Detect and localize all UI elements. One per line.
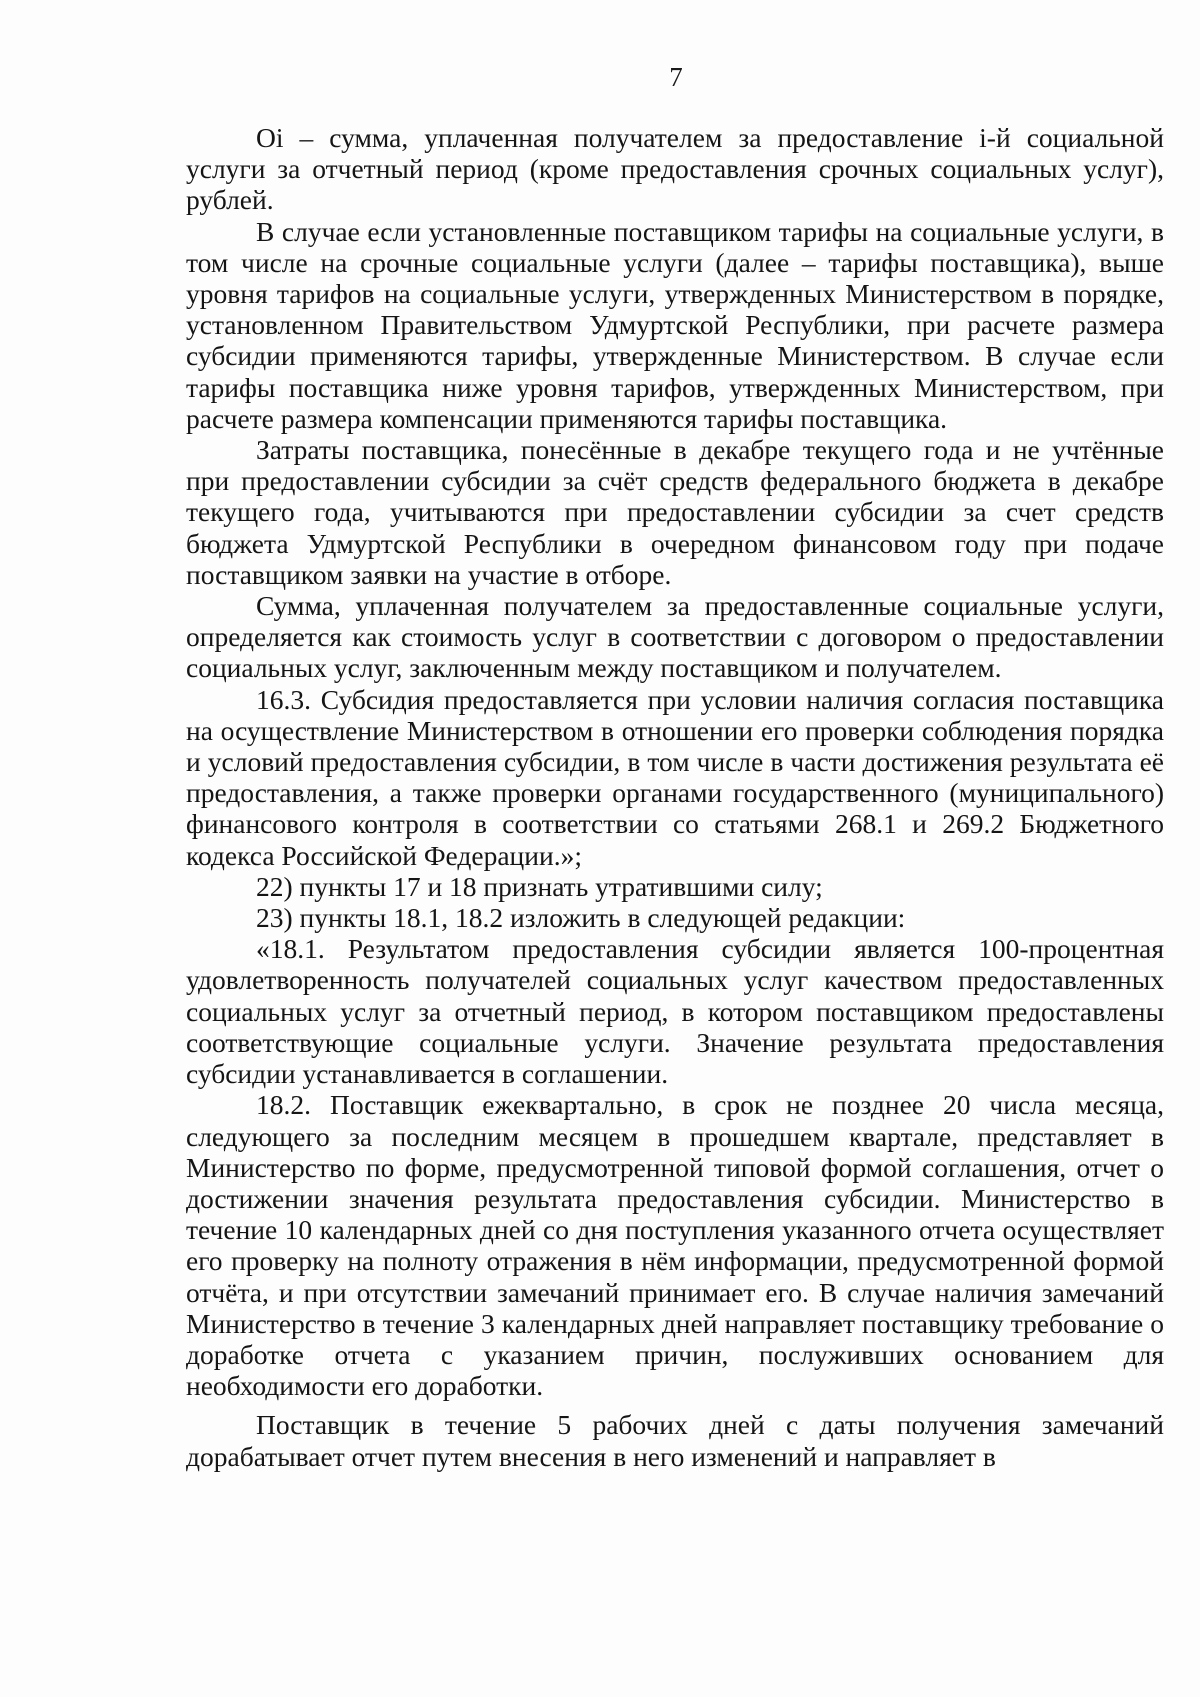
document-body [186,122,1164,1472]
paragraph-december-costs: Затраты поставщика, понесённые в декабре текущего года и не учтённые при предоставлении субсидии за счёт средств федерального бюджета в декабре текущего года, учитываются при предоставлении субсидии за счет средств бюджета Удмуртской Республики в очередном финансовом году при подаче поставщиком заявки на участие в отборе. [186,434,1164,590]
paragraph-item-22: 22) пункты 17 и 18 признать утратившими силу; [256,870,823,902]
paragraph-tariffs: В случае если установленные поставщиком тарифы на социальные услуги, в том числе на срочные социальные услуги (далее – тарифы поставщика), выше уровня тарифов на социальные услуги, утвержденных Министерством в порядке, установленном Правительством Удмуртской Республики, при расчете размера субсидии применяются тарифы, утвержденные Министерством. В случае если тарифы поставщика ниже уровня тарифов, утвержденных Министерством, при расчете размера компенсации применяются тарифы поставщика. [186,215,1164,434]
paragraph-16-3: 16.3. Субсидия предоставляется при условии наличия согласия поставщика на осуществление Министерством в отношении его проверки соблюдения порядка и условий предоставления субсидии, в том числе в части достижения результата её предоставления, а также проверки органами государственного (муниципального) финансового контроля в соответствии со статьями 268.1 и 269.2 Бюджетного кодекса Российской Федерации.»; [186,683,1164,871]
paragraph-18-2: 18.2. Поставщик ежеквартально, в срок не позднее 20 числа месяца, следующего за последним месяцем в прошедшем квартале, представляет в Министерство по форме, предусмотренной типовой формой соглашения, отчет о достижении значения результата предоставления субсидии. Министерство в течение 10 календарных дней со дня поступления указанного отчета осуществляет его проверку на полноту отражения в нём информации, предусмотренной формой отчёта, и при отсутствии замечаний принимает его. В случае наличия замечаний Министерство в течение 3 календарных дней направляет поставщику требование о доработке отчета с указанием причин, послуживших основанием для необходимости его доработки. [186,1089,1164,1402]
paragraph-sum-paid: Сумма, уплаченная получателем за предоставленные социальные услуги, определяется как стоимость услуг в соответствии с договором о предоставлении социальных услуг, заключенным между поставщиком и получателем. [186,590,1164,684]
page-number: 7 [669,62,683,92]
paragraph-oi-definition: Oi – сумма, уплаченная получателем за предоставление i-й социальной услуги за отчетный период (кроме предоставления срочных социальных услуг), рублей. [186,122,1164,216]
paragraph-18-1: «18.1. Результатом предоставления субсидии является 100-процентная удовлетворенность получателей социальных услуг качеством предоставленных социальных услуг за отчетный период, в котором поставщиком предоставлены соответствующие социальные услуги. Значение результата предоставления субсидии устанавливается в соглашении. [186,933,1164,1090]
paragraph-item-23: 23) пункты 18.1, 18.2 изложить в следующей редакции: [256,902,906,934]
paragraph-revision: Поставщик в течение 5 рабочих дней с даты получения замечаний дорабатывает отчет путем внесения в него изменений и направляет в [186,1409,1164,1472]
